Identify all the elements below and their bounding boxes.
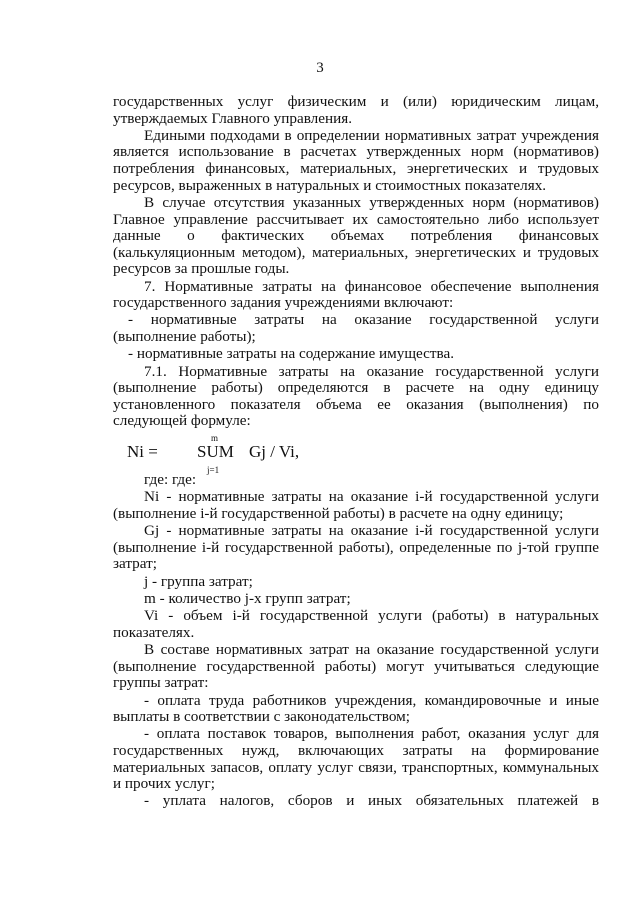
paragraph-dash-property-costs: - нормативные затраты на содержание имущества. xyxy=(128,345,455,363)
paragraph-continuation: государственных услуг физическим и (или) юридическим лицам, утверждаемых Главного управления. xyxy=(113,93,599,127)
paragraph-absence-of-norms: В случае отсутствия указанных утвержденных норм (нормативов) Главное управление рассчитывает их самостоятельно либо использует данные о фактических объемах потребления финансовых (калькуляционным методом), материальных, энергетических и трудовых ресурсов за прошлые годы. xyxy=(113,193,599,278)
formula-lhs: Ni = xyxy=(127,442,158,461)
formula-rhs: Gj / Vi, xyxy=(249,442,300,461)
document-body xyxy=(113,94,599,811)
formula-sum-operator: SUM xyxy=(197,442,234,461)
paragraph-dash-salaries: - оплата труда работников учреждения, командировочные и иные выплаты в соответствии с законодательством; xyxy=(113,691,599,726)
page-number: 3 xyxy=(316,60,324,76)
paragraph-common-approaches: Едиными подходами в определении нормативных затрат учреждения является использование в расчетах утвержденных норм (нормативов) потребления финансовых, материальных, энергетических и трудовых ресурсов, выраженных в натуральных и стоимостных показателях. xyxy=(113,126,599,194)
definition-where: где: где: xyxy=(144,471,197,488)
definition-m: m - количество j-х групп затрат; xyxy=(144,589,351,607)
definition-vi: Vi - объем i-й государственной услуги (работы) в натуральных показателях. xyxy=(113,607,599,641)
definition-gj: Gj - нормативные затраты на оказание i-й государственной услуги (выполнение i-й государственной работы), определенные по j-той группе затрат; xyxy=(113,522,599,573)
formula-sum-lower-limit: j=1 xyxy=(207,465,220,475)
paragraph-dash-supplies: - оплата поставок товаров, выполнения работ, оказания услуг для государственных нужд, включающих затраты на формирование материальных запасов, оплату услуг связи, транспортных, коммунальных и прочих услуг; xyxy=(113,725,599,793)
formula-sum-upper-limit: m xyxy=(211,433,219,443)
paragraph-cost-groups: В составе нормативных затрат на оказание государственной услуги (выполнение государственной работы) могут учитываться следующие группы затрат: xyxy=(113,641,599,692)
formula xyxy=(113,432,599,475)
paragraph-dash-service-costs: - нормативные затраты на оказание государственной услуги (выполнение работы); xyxy=(113,311,599,346)
paragraph-dash-taxes: - уплата налогов, сборов и иных обязательных платежей в xyxy=(144,792,599,810)
paragraph-item-7-1: 7.1. Нормативные затраты на оказание государственной услуги (выполнение работы) определяются в расчете на одну единицу установленного показателя объема ее оказания (выполнения) по следующей формуле: xyxy=(113,362,599,430)
definition-ni: Ni - нормативные затраты на оказание i-й государственной услуги (выполнение i-й государственной работы) в расчете на одну единицу; xyxy=(113,488,599,522)
paragraph-item-7: 7. Нормативные затраты на финансовое обеспечение выполнения государственного задания учреждениями включают: xyxy=(113,277,599,312)
definition-j: j - группа затрат; xyxy=(144,572,253,590)
